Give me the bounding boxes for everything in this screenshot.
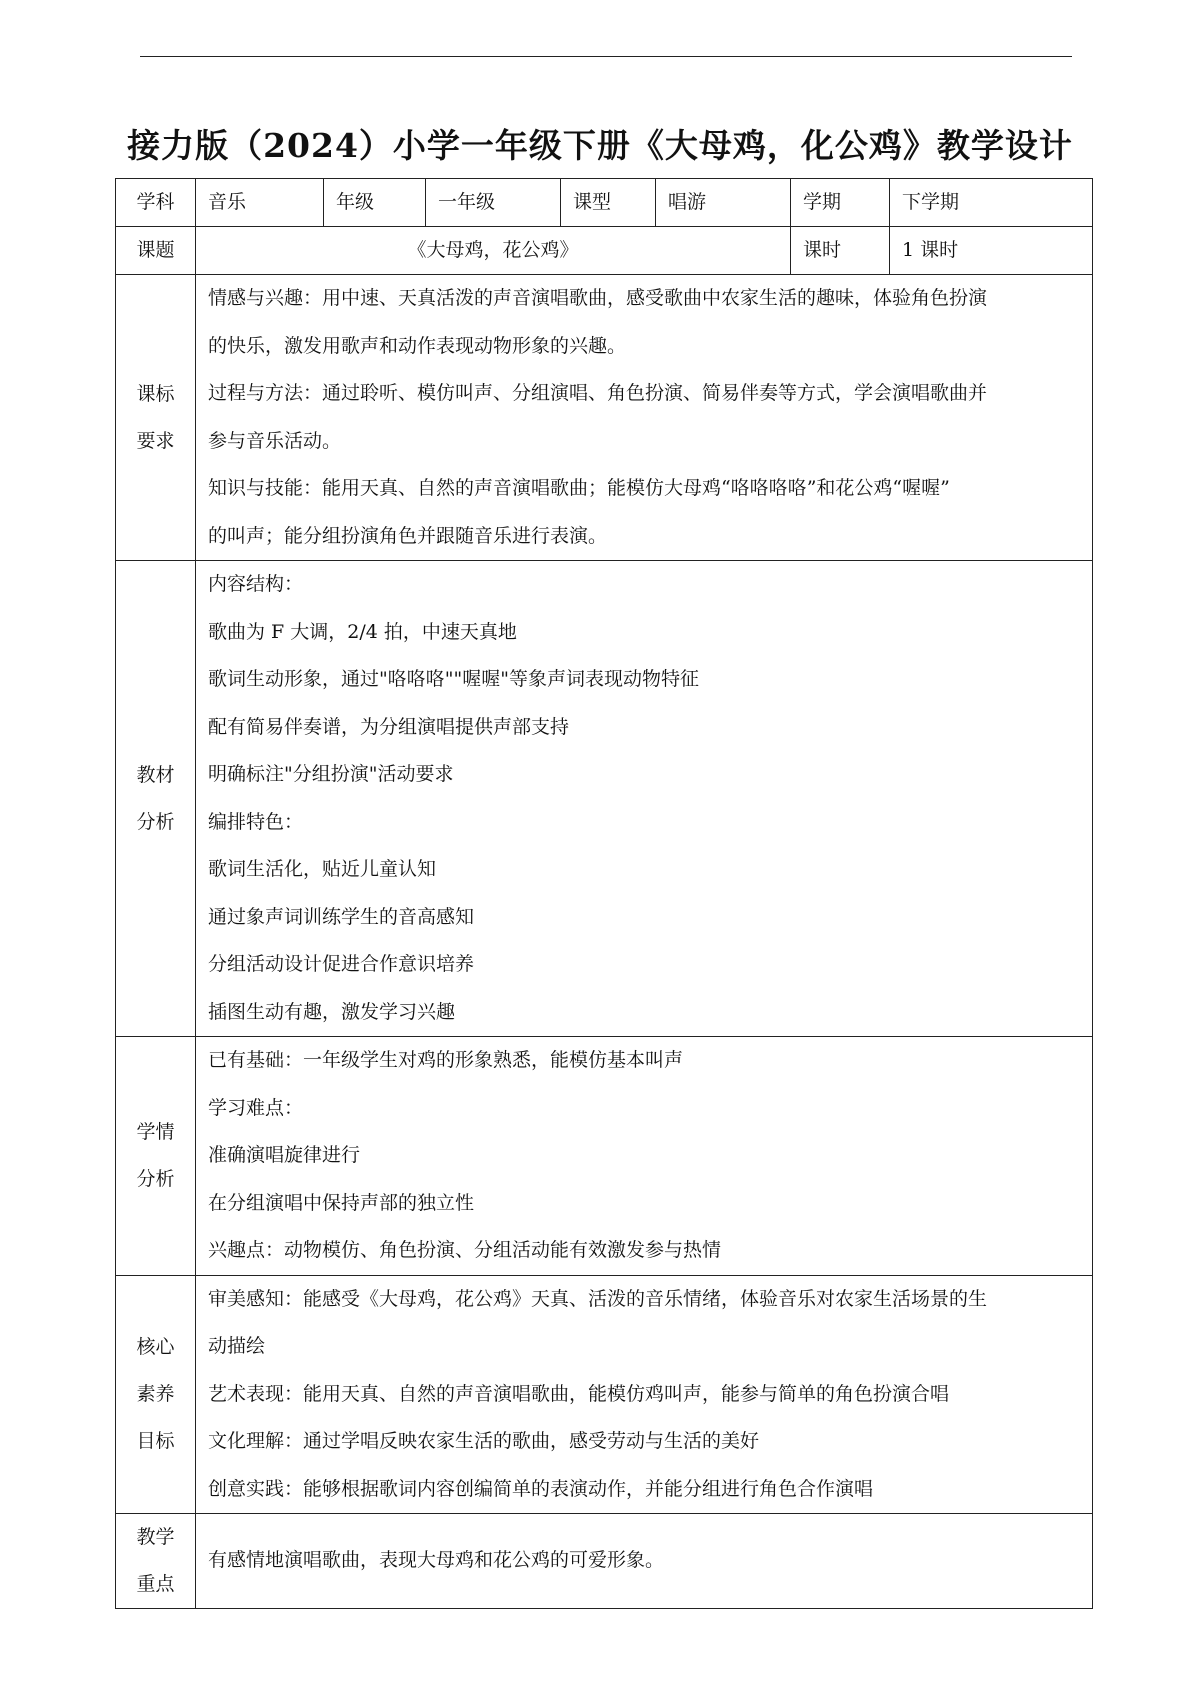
- section-focus: [116, 1514, 1093, 1609]
- document-title: 接力版（2024）小学一年级下册《大母鸡，化公鸡》教学设计: [127, 126, 1073, 165]
- grade-value: 一年级: [426, 179, 561, 227]
- section-label: 教学 重点: [116, 1514, 196, 1609]
- topic-label: 课题: [116, 227, 196, 275]
- section-content: 已有基础：一年级学生对鸡的形象熟悉，能模仿基本叫声 学习难点： 准确演唱旋律进行 在分组演唱中保持声部的独立性 兴趣点：动物模仿、角色扮演、分组活动能有效激发参与热情: [196, 1037, 1093, 1276]
- section-content: 情感与兴趣：用中速、天真活泼的声音演唱歌曲，感受歌曲中农家生活的趣味，体验角色扮演 的快乐，激发用歌声和动作表现动物形象的兴趣。 过程与方法：通过聆听、模仿叫声、分组演唱、角色扮演、简易伴奏等方式，学会演唱歌曲并 参与音乐活动。 知识与技能：能用天真、自然的声音演唱歌曲；能模仿大母鸡“咯咯咯咯”和花公鸡“喔喔” 的叫声；能分组扮演角色并跟随音乐进行表演。: [196, 275, 1093, 561]
- topic-value: 《大母鸡，花公鸡》: [196, 227, 791, 275]
- section-content: 有感情地演唱歌曲，表现大母鸡和花公鸡的可爱形象。: [196, 1514, 1093, 1609]
- section-label: 学情 分析: [116, 1037, 196, 1276]
- subject-label: 学科: [116, 179, 196, 227]
- section-literacy: [116, 1275, 1093, 1514]
- lesson-plan-table: [115, 178, 1093, 1609]
- term-label: 学期: [791, 179, 890, 227]
- period-label: 课时: [791, 227, 890, 275]
- type-value: 唱游: [656, 179, 791, 227]
- section-standards: [116, 275, 1093, 561]
- subject-value: 音乐: [196, 179, 324, 227]
- header-rule: [140, 56, 1072, 57]
- section-label: 核心 素养 目标: [116, 1275, 196, 1514]
- period-value: 1 课时: [890, 227, 1093, 275]
- header-row-info: [116, 179, 1093, 227]
- header-row-topic: [116, 227, 1093, 275]
- grade-label: 年级: [324, 179, 426, 227]
- term-value: 下学期: [890, 179, 1093, 227]
- section-learners: [116, 1037, 1093, 1276]
- section-materials: [116, 561, 1093, 1037]
- section-label: 课标 要求: [116, 275, 196, 561]
- type-label: 课型: [561, 179, 656, 227]
- section-label: 教材 分析: [116, 561, 196, 1037]
- section-content: 内容结构： 歌曲为 F 大调，2/4 拍，中速天真地 歌词生动形象，通过"咯咯咯""喔喔"等象声词表现动物特征 配有简易伴奏谱，为分组演唱提供声部支持 明确标注"分组扮演"活动要求 编排特色： 歌词生活化，贴近儿童认知 通过象声词训练学生的音高感知 分组活动设计促进合作意识培养 插图生动有趣，激发学习兴趣: [196, 561, 1093, 1037]
- section-content: 审美感知：能感受《大母鸡，花公鸡》天真、活泼的音乐情绪，体验音乐对农家生活场景的生 动描绘 艺术表现：能用天真、自然的声音演唱歌曲，能模仿鸡叫声，能参与简单的角色扮演合唱 文化理解：通过学唱反映农家生活的歌曲，感受劳动与生活的美好 创意实践：能够根据歌词内容创编简单的表演动作，并能分组进行角色合作演唱: [196, 1275, 1093, 1514]
